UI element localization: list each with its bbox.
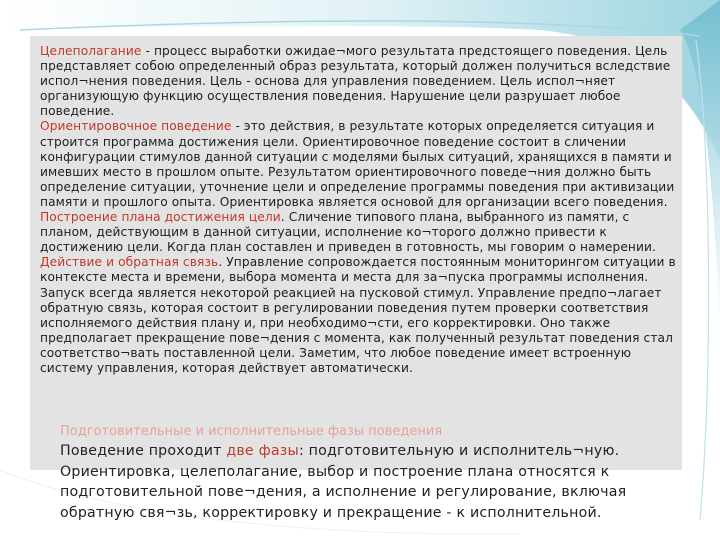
paragraph-action-feedback [40,255,680,376]
summary-text [60,441,700,523]
paragraph-text: - процесс выработки ожидае¬мого результата предстоящего поведения. Цель представляет собою определенный образ результата, который должен получиться вследствие испол¬нения поведения. Цель - основа для управления поведением. Цель испол¬няет организующую функцию осуществления поведения. Нарушение цели разрушает любое поведение. [40,44,671,119]
summary-lead: Поведение проходит [60,443,227,459]
term-plan: Построение плана достижения цели [40,210,281,225]
paragraph-goal-setting [40,44,680,119]
two-phases-link[interactable]: две фазы [226,443,299,459]
paragraph-text: - это действия, в результате которых определяется ситуация и строится программа достижения цели. Ориентировочное поведение состоит в сличении конфигурации стимулов данной ситуации с моделями былых ситуаций, хранящихся в памяти и имевших место в прошлом опыте. Результатом ориентировочного поведе¬ния должно быть определение ситуации, уточнение цели и определение программы поведения при активизации памяти и прошлого опыта. Ориентировка является основой для организации всего поведения. [40,119,675,209]
paragraph-plan [40,210,680,255]
summary-paragraph [60,441,700,523]
summary-rest: : подготовительную и исполнитель¬ную. Ориентировка, целеполагание, выбор и построение плана относятся к подготовительной пове¬дения, а исполнение и регулирование, включая обратную свя¬зь, корректировку и прекращение - к исполнительной. [60,443,627,521]
paragraph-text: . Управление сопровождается постоянным мониторингом ситуации в контексте места и времени, выбора момента и места для за¬пуска программы исполнения. Запуск всегда является некоторой реакцией на пусковой стимул. Управление предпо¬лагает обратную связь, которая состоит в регулировании поведения путем проверки соответствия исполняемого действия плану и, при необходимо¬сти, его корректировки. Оно также предполагает прекращение пове¬дения с момента, как полученный результат поведения стал соответство¬вать поставленной цели. Заметим, что любое поведение имеет встроенную систему управления, которая действует автоматически. [40,255,676,375]
term-goal-setting: Целеполагание [40,44,142,58]
paragraph-text: . Сличение типового плана, выбранного из памяти, с планом, действующим в данной ситуации, исполнение ко¬торого должно привести к достижению цели. Когда план составлен и приведен в готовность, мы говорим о намерении. [40,210,657,255]
term-orientation: Ориентировочное поведение [40,119,232,134]
slide-heading: Подготовительные и исполнительные фазы поведения [60,424,443,439]
term-action-feedback: Действие и обратная связь [40,255,219,270]
body-text [40,44,680,376]
paragraph-orientation [40,119,680,210]
